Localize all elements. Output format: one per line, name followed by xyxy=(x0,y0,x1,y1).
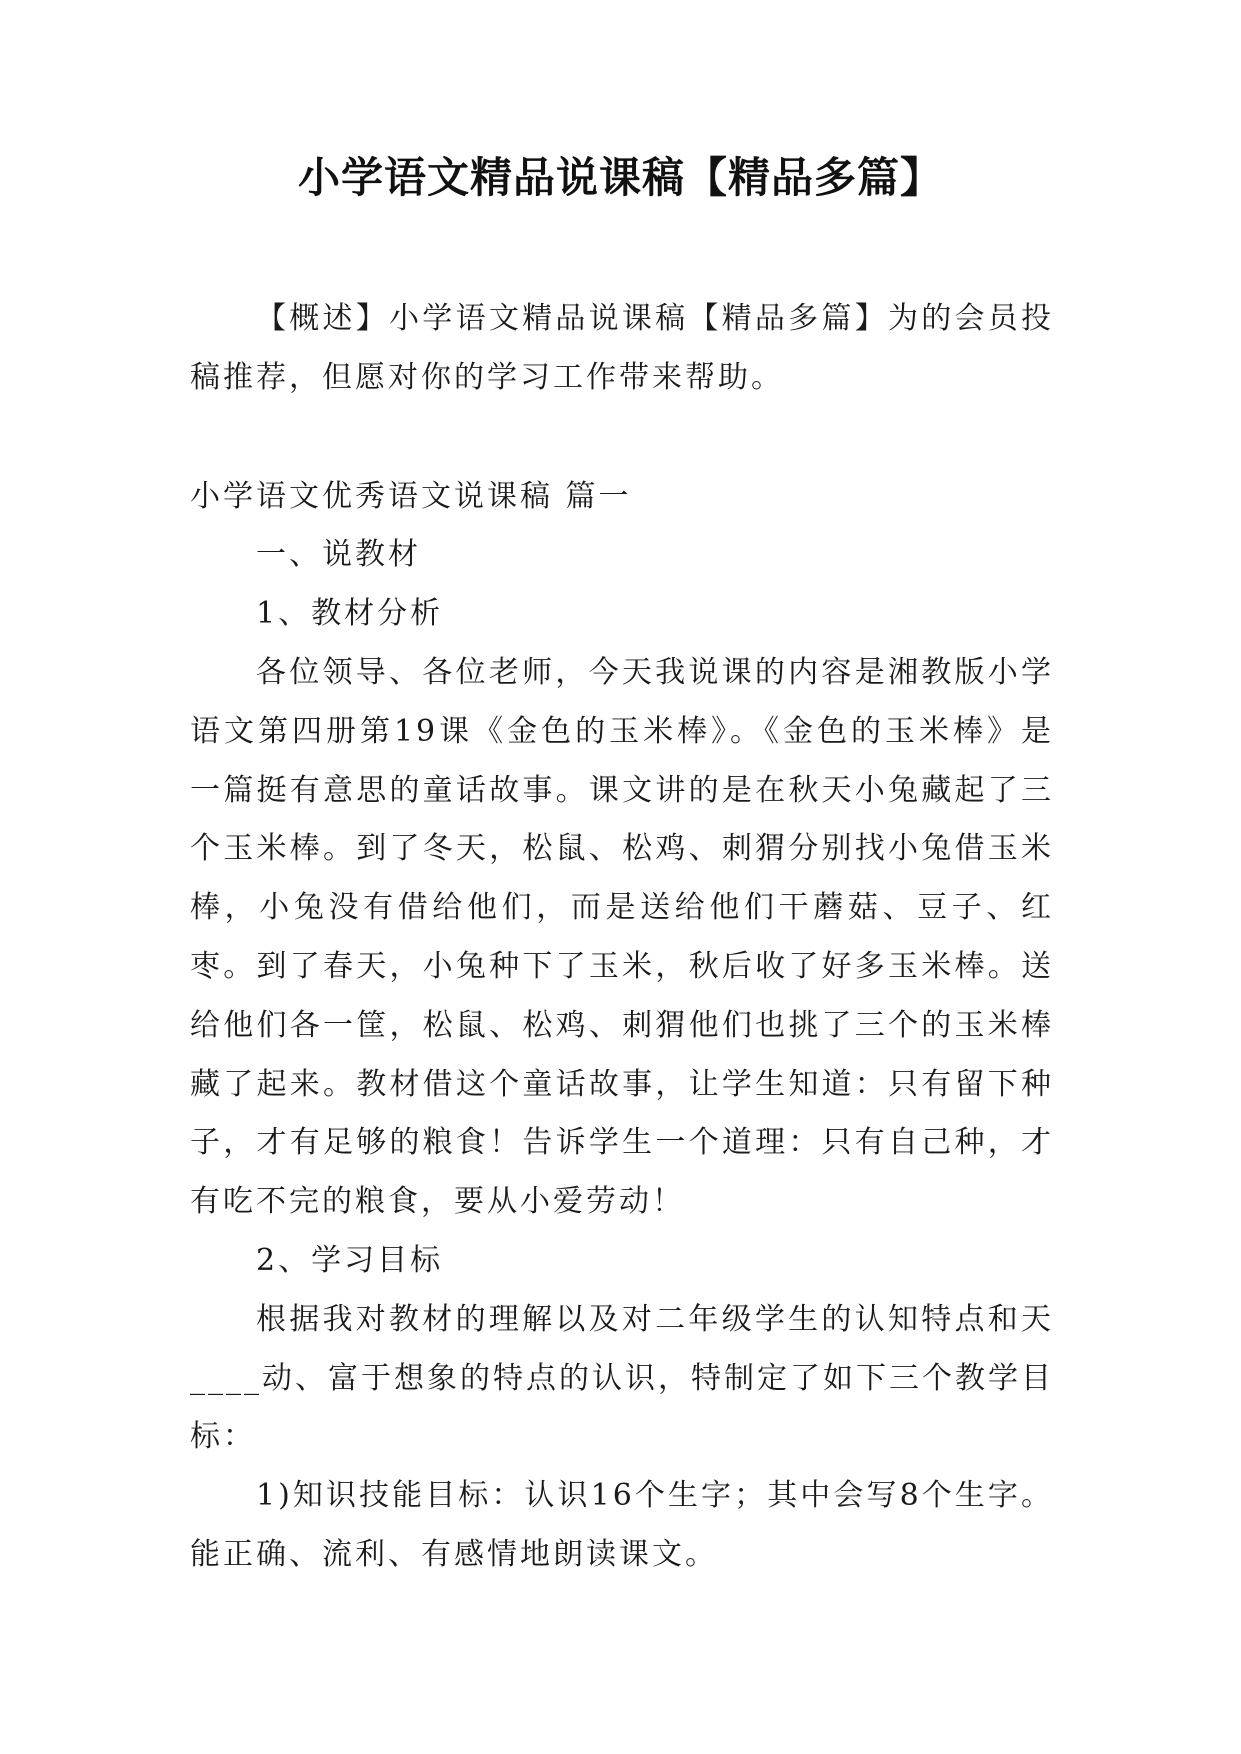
summary-paragraph: 【概述】小学语文精品说课稿【精品多篇】为的会员投稿推荐，但愿对你的学习工作带来帮助。 xyxy=(190,301,1054,395)
heading-say-textbook: 一、说教材 xyxy=(256,537,421,573)
paragraph-goal-1: 1)知识技能目标：认识16个生字；其中会写8个生字。能正确、流利、有感情地朗读课文。 xyxy=(190,1478,1054,1572)
document-title: 小学语文精品说课稿【精品多篇】 xyxy=(297,153,943,202)
paragraph-learning-goals: 根据我对教材的理解以及对二年级学生的认知特点和天____动、富于想象的特点的认识，特制定了如下三个教学目标： xyxy=(190,1301,1054,1455)
heading-textbook-analysis: 1、教材分析 xyxy=(256,596,444,632)
document-body xyxy=(190,290,1054,1585)
paragraph-textbook-analysis: 各位领导、各位老师，今天我说课的内容是湘教版小学语文第四册第19课《金色的玉米棒》。《金色的玉米棒》是一篇挺有意思的童话故事。课文讲的是在秋天小兔藏起了三个玉米棒。到了冬天，松鼠、松鸡、刺猬分别找小兔借玉米棒，小兔没有借给他们，而是送给他们干蘑菇、豆子、红枣。到了春天，小兔种下了玉米，秋后收了好多玉米棒。送给他们各一筐，松鼠、松鸡、刺猬他们也挑了三个的玉米棒藏了起来。教材借这个童话故事，让学生知道：只有留下种子，才有足够的粮食！告诉学生一个道理：只有自己种，才有吃不完的粮食，要从小爱劳动！ xyxy=(190,654,1054,1220)
heading-learning-goals: 2、学习目标 xyxy=(256,1242,444,1278)
section-heading: 小学语文优秀语文说课稿 篇一 xyxy=(190,478,632,514)
